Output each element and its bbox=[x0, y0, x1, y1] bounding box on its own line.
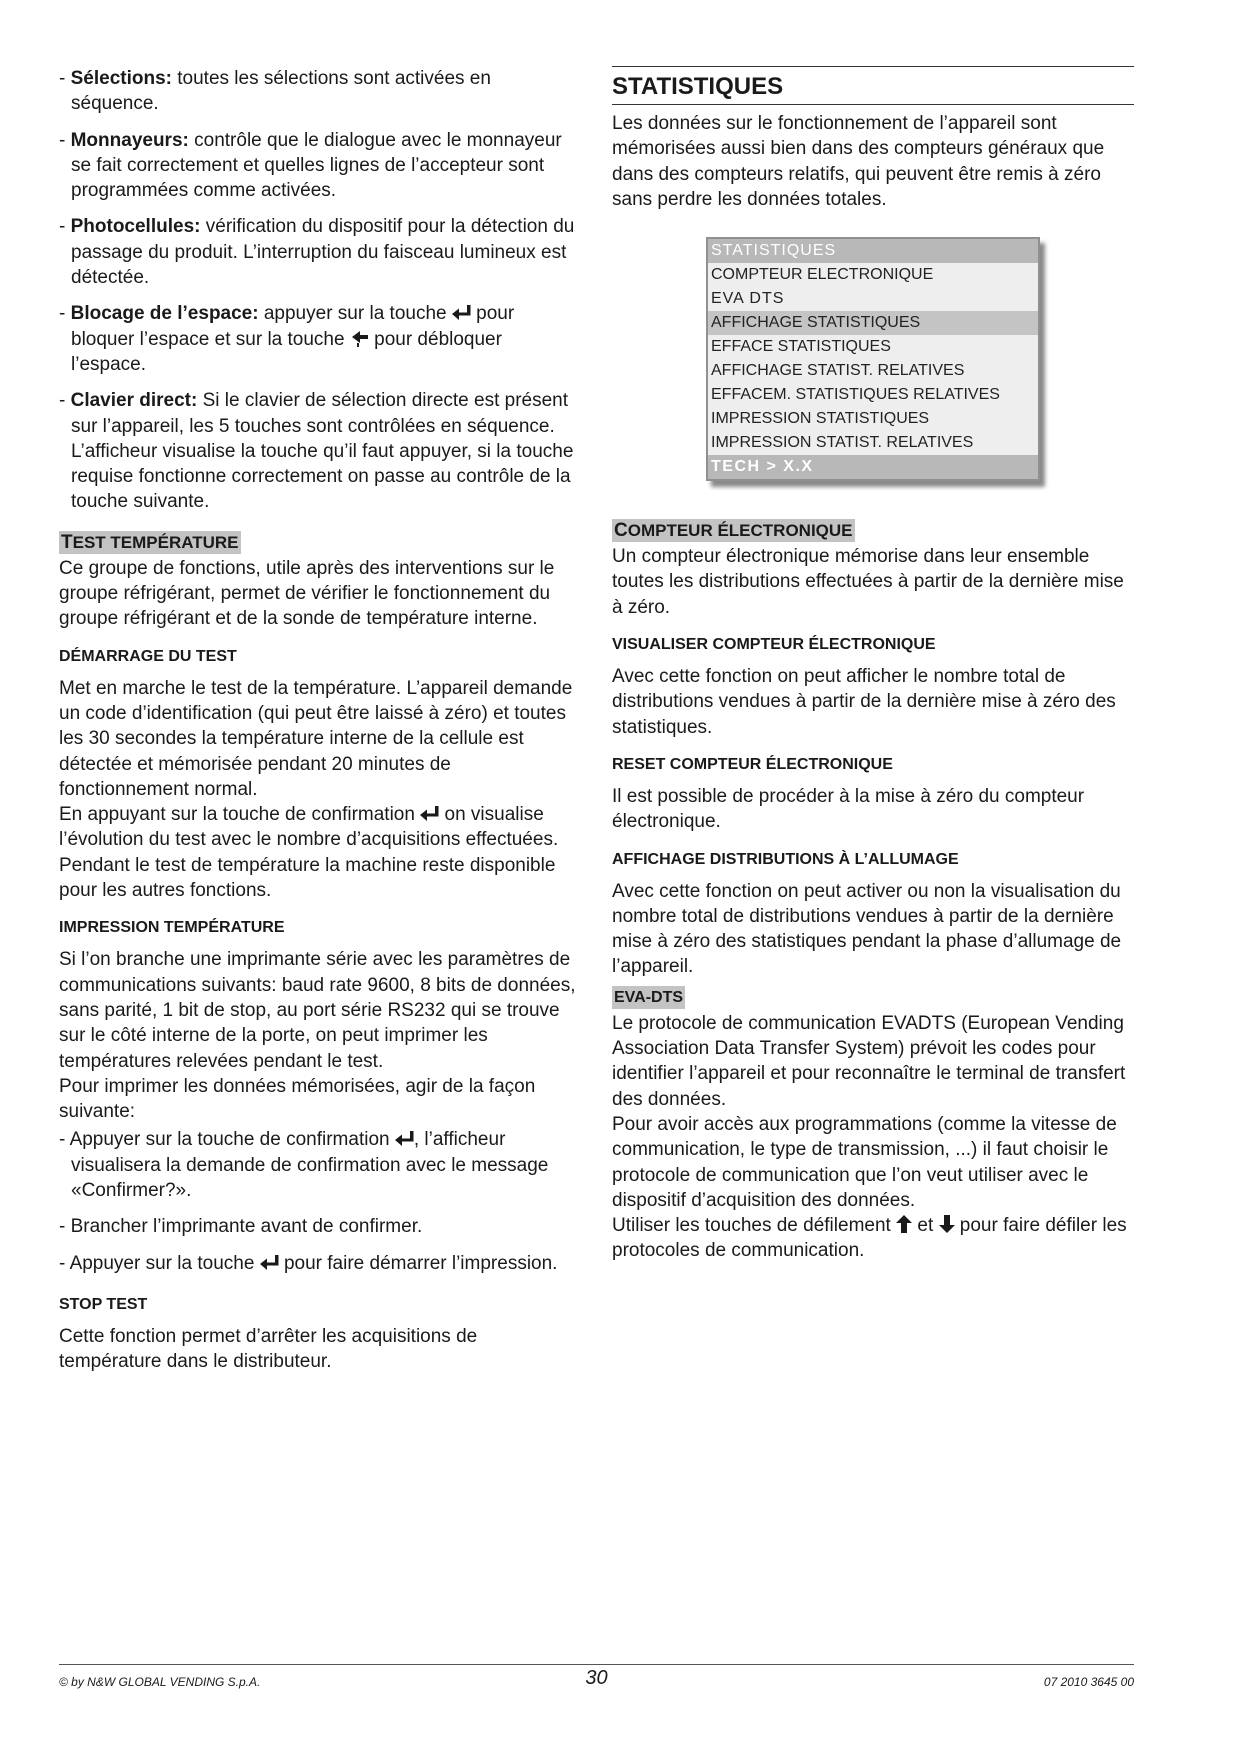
bullet-selections: - Sélections: toutes les sélections sont activées en séquence. bbox=[59, 68, 491, 115]
demarrage-p3: Pendant le test de température la machine reste disponible pour les autres fonctions. bbox=[59, 854, 556, 902]
menu-item: AFFICHAGE STATIST. RELATIVES bbox=[711, 362, 965, 380]
menu-item: EFFACEM. STATISTIQUES RELATIVES bbox=[711, 386, 1000, 404]
bullet-blocage: - Blocage de l’espace: appuyer sur la touche pour bloquer l’espace et sur la touche pour débloquer l’espace. bbox=[59, 303, 515, 375]
section-test-temperature: TEST TEMPÉRATURE bbox=[61, 531, 239, 553]
right-column bbox=[612, 66, 1134, 1264]
menu-item-selected: AFFICHAGE STATISTIQUES bbox=[708, 311, 1038, 335]
menu-title: STATISTIQUES bbox=[708, 239, 1038, 263]
menu-footer: TECH > X.X bbox=[708, 455, 1038, 479]
impression-p2: Pour imprimer les données mémorisées, agir de la façon suivante: bbox=[59, 1075, 536, 1123]
compteur-intro: Un compteur électronique mémorise dans leur ensemble toutes les distributions effectuées à partir de la dernière mise à zéro. bbox=[612, 546, 1124, 618]
menu-item: EVA DTS bbox=[711, 290, 785, 308]
subheading-demarrage: DÉMARRAGE DU TEST bbox=[59, 647, 237, 665]
back-key-icon bbox=[350, 331, 369, 347]
bullet-monnayeurs: - Monnayeurs: contrôle que le dialogue avec le monnayeur se fait correctement et quelles lignes de l’accepteur sont programmées comme activées. bbox=[59, 129, 562, 202]
enter-key-icon bbox=[260, 1255, 279, 1271]
visualiser-text: Avec cette fonction on peut afficher le nombre total de distributions vendues à partir de la dernière mise à zéro des statistiques. bbox=[612, 666, 1116, 738]
statistiques-intro: Les données sur le fonctionnement de l’appareil sont mémorisées aussi bien dans des compteurs généraux que dans des compteurs relatifs, qui peuvent être remis à zéro sans perdre les données totales. bbox=[612, 113, 1105, 210]
menu-item: IMPRESSION STATISTIQUES bbox=[711, 410, 930, 428]
menu-item: COMPTEUR ELECTRONIQUE bbox=[711, 266, 934, 284]
demarrage-p2: En appuyant sur la touche de confirmation on visualise l’évolution du test avec le nombre d’acquisitions effectuées. bbox=[59, 804, 559, 851]
statistics-menu-display bbox=[706, 237, 1040, 481]
footer-doc-code: 07 2010 3645 00 bbox=[1043, 1675, 1134, 1689]
eva-p1: Le protocole de communication EVADTS (European Vending Association Data Transfer System) prévoit les codes pour identifier l’appareil et pour reconnaître le terminal de transfert des données. bbox=[612, 1012, 1126, 1110]
enter-key-icon bbox=[420, 806, 439, 822]
left-column bbox=[59, 66, 579, 1374]
arrow-up-icon bbox=[896, 1215, 912, 1233]
subheading-reset: RESET COMPTEUR ÉLECTRONIQUE bbox=[612, 755, 893, 773]
demarrage-p1: Met en marche le test de la température. L’appareil demande un code d’identification (qui peut être laissé à zéro) et toutes les 30 secondes la température interne de la cellule est détectée et mémorisée pendant 20 minutes de fonctionnement normal. bbox=[59, 677, 573, 800]
enter-key-icon bbox=[395, 1131, 414, 1147]
reset-text: Il est possible de procéder à la mise à zéro du compteur électronique. bbox=[612, 785, 1085, 833]
impression-step-3: - Appuyer sur la touche pour faire démarrer l’impression. bbox=[59, 1252, 558, 1274]
section-compteur-electronique: COMPTEUR ÉLECTRONIQUE bbox=[614, 520, 853, 542]
eva-p2: Pour avoir accès aux programmations (comme la vitesse de communication, le type de transmission, ...) il faut choisir le protocole de communication que l’on veut utiliser avec le dispositif d’acquisition des données. bbox=[612, 1113, 1117, 1211]
subheading-visualiser: VISUALISER COMPTEUR ÉLECTRONIQUE bbox=[612, 636, 936, 654]
test-temp-intro: Ce groupe de fonctions, utile après des interventions sur le groupe réfrigérant, permet de vérifier le fonctionnement du groupe réfrigérant et de la sonde de température interne. bbox=[59, 557, 555, 630]
subheading-impression: IMPRESSION TEMPÉRATURE bbox=[59, 919, 285, 937]
eva-p3: Utiliser les touches de défilement et pour faire défiler les protocoles de communication. bbox=[612, 1215, 1127, 1262]
page-number: 30 bbox=[585, 1667, 608, 1689]
impression-step-2: - Brancher l’imprimante avant de confirmer. bbox=[59, 1216, 423, 1238]
enter-key-icon bbox=[452, 305, 471, 321]
subheading-affichage: AFFICHAGE DISTRIBUTIONS À L’ALLUMAGE bbox=[612, 850, 959, 868]
heading-statistiques: STATISTIQUES bbox=[612, 66, 1134, 105]
impression-p1: Si l’on branche une imprimante série avec les paramètres de communications suivants: baud rate 9600, 8 bits de données, sans parité, 1 bit de stop, au port série RS232 qui se trouve sur le côté interne de la porte, on peut imprimer les températures relevées pendant le test. bbox=[59, 949, 576, 1072]
menu-item: IMPRESSION STATIST. RELATIVES bbox=[711, 434, 974, 452]
bullet-photocellules: - Photocellules: vérification du dispositif pour la détection du passage du produit. L’interruption du faisceau lumineux est détectée. bbox=[59, 216, 575, 289]
subheading-stop-test: STOP TEST bbox=[59, 1295, 148, 1313]
footer-copyright: © by N&W GLOBAL VENDING S.p.A. bbox=[59, 1675, 261, 1689]
arrow-down-icon bbox=[939, 1215, 955, 1233]
section-eva-dts: EVA-DTS bbox=[612, 986, 685, 1009]
clavier-note: L’afficheur visualise la touche qu’il faut appuyer, si la touche requise fonctionne correctement on passe au contrôle de la touche suivante. bbox=[71, 440, 574, 513]
page-footer bbox=[59, 1664, 1134, 1695]
affichage-text: Avec cette fonction on peut activer ou non la visualisation du nombre total de distributions vendues à partir de la dernière mise à zéro des statistiques pendant la phase d’allumage de l’appareil. bbox=[612, 880, 1122, 978]
impression-step-1: - Appuyer sur la touche de confirmation , l’afficheur visualisera la demande de confirmation avec le message «Confirmer?». bbox=[59, 1129, 549, 1201]
menu-item: EFFACE STATISTIQUES bbox=[711, 338, 891, 356]
bullet-clavier: - Clavier direct: Si le clavier de sélection directe est présent sur l’appareil, les 5 touches sont contrôlées en séquence. bbox=[59, 390, 569, 437]
stop-test-text: Cette fonction permet d’arrêter les acquisitions de température dans le distributeur. bbox=[59, 1325, 478, 1373]
